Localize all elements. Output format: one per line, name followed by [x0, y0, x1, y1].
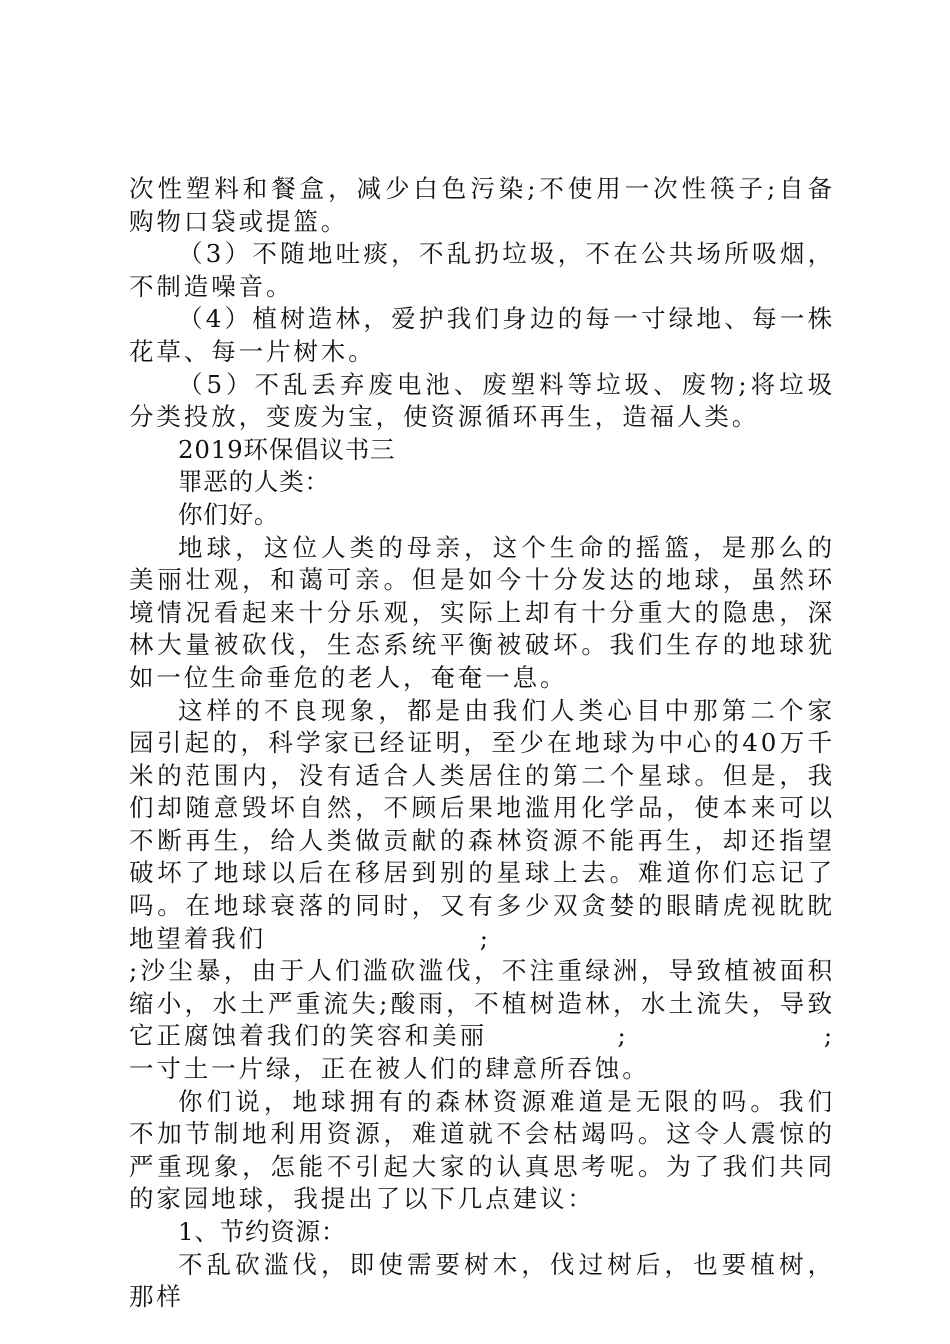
- paragraph: 地球，这位人类的母亲，这个生命的摇篮，是那么的美丽壮观，和蔼可亲。但是如今十分发达的地球，虽然环境情况看起来十分乐观，实际上却有十分重大的隐患，深林大量被砍伐，生态系统平衡被破坏。我们生存的地球犹如一位生命垂危的老人，奄奄一息。: [129, 532, 835, 692]
- paragraph: （4）植树造林，爱护我们身边的每一寸绿地、每一株花草、每一片树木。: [129, 304, 835, 366]
- paragraph: （3）不随地吐痰，不乱扔垃圾，不在公共场所吸烟，不制造噪音。: [129, 239, 835, 301]
- paragraph-text: ;沙尘暴，由于人们滥砍滥伐，不注重绿洲，导致植被面积缩小，水土严重流失;酸雨，不植树造林，水土流失，导致它正腐蚀着我们的笑容和美丽: [129, 956, 835, 1051]
- paragraph-text: ;一寸土一片绿，正在被人们的肆意所吞蚀。: [129, 1021, 835, 1084]
- paragraph: 不乱砍滥伐，即使需要树木，伐过树后，也要植树，那样: [129, 1249, 835, 1312]
- document-body: [129, 173, 835, 1314]
- section-title: 2019环保倡议书三: [178, 434, 396, 464]
- paragraph: （5）不乱丢弃废电池、废塑料等垃圾、废物;将垃圾分类投放，变废为宝，使资源循环再生，造福人类。: [129, 369, 835, 432]
- paragraph-punct: ;: [479, 923, 491, 953]
- salutation: 罪恶的人类：: [178, 467, 330, 497]
- paragraph: [129, 955, 835, 1085]
- paragraph-punct: ;: [617, 1021, 629, 1051]
- paragraph: 你们说，地球拥有的森林资源难道是无限的吗。我们不加节制地利用资源，难道就不会枯竭吗。这令人震惊的严重现象，怎能不引起大家的认真思考呢。为了我们共同的家园地球，我提出了以下几点建议：: [129, 1086, 835, 1214]
- paragraph: [129, 695, 835, 956]
- list-heading: 1、节约资源：: [178, 1217, 347, 1246]
- paragraph: 次性塑料和餐盒，减少白色污染;不使用一次性筷子;自备购物口袋或提篮。: [129, 174, 835, 236]
- paragraph-text: 这样的不良现象，都是由我们人类心目中那第二个家园引起的，科学家已经证明，至少在地球为中心的40万千米的范围内，没有适合人类居住的第二个星球。但是，我们却随意毁坏自然，不顾后果地滥用化学品，使本来可以不断再生，给人类做贡献的森林资源不能再生，却还指望破坏了地球以后在移居到别的星球上去。难道你们忘记了吗。在地球衰落的同时，又有多少双贪婪的眼睛虎视眈眈地望着我们: [129, 695, 835, 953]
- greeting: 你们好。: [178, 499, 280, 529]
